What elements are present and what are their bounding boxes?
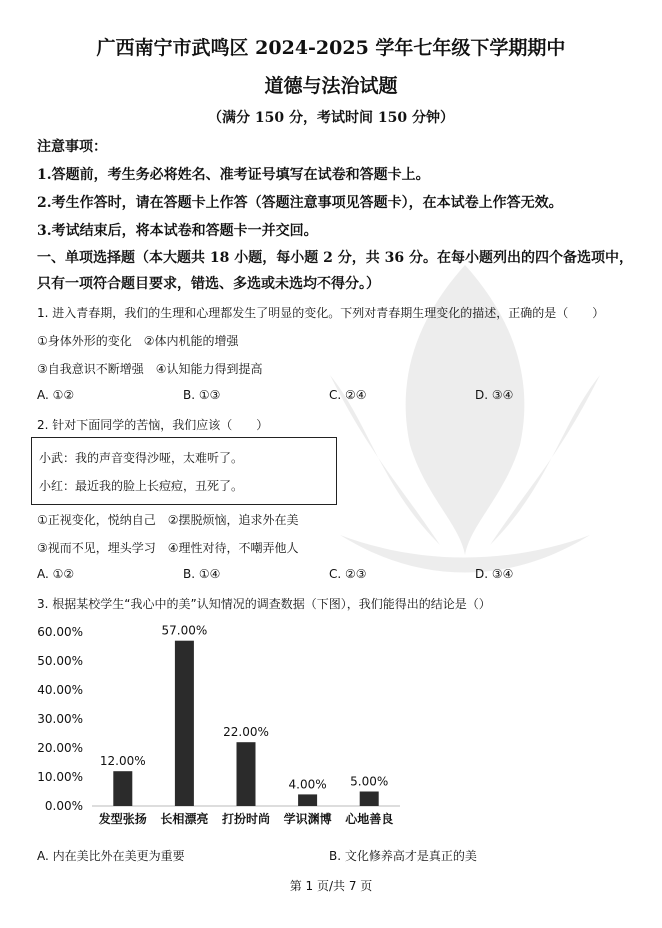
- q2-option-d: D. ③④: [475, 567, 514, 581]
- q1-stem: 1. 进入青春期，我们的生理和心理都发生了明显的变化。下列对青春期生理变化的描述，正确的是（ ）: [37, 306, 605, 320]
- bar-value-label: 5.00%: [350, 774, 389, 789]
- y-tick-label: 40.00%: [37, 683, 83, 697]
- chart-bar: [175, 641, 194, 806]
- q1-statements-2: ③自我意识不断增强 ④认知能力得到提高: [37, 362, 263, 376]
- q2-box-line-2: 小红：最近我的脸上长痘痘，丑死了。: [39, 479, 244, 493]
- q3-bar-chart: [0, 615, 420, 837]
- chart-bar: [298, 794, 317, 806]
- x-tick-label: 学识渊博: [283, 812, 332, 826]
- page-number: 第 1 页/共 7 页: [289, 879, 373, 893]
- x-tick-label: 长相漂亮: [160, 812, 209, 826]
- q1-option-b: B. ①③: [183, 388, 221, 402]
- y-tick-label: 10.00%: [37, 770, 83, 784]
- q2-option-c: C. ②③: [329, 567, 367, 581]
- y-tick-label: 30.00%: [37, 712, 83, 726]
- q1-option-d: D. ③④: [475, 388, 514, 402]
- note-item-3: 3.考试结束后，将本试卷和答题卡一并交回。: [37, 223, 318, 239]
- y-tick-label: 60.00%: [37, 625, 83, 639]
- chart-bar: [237, 742, 256, 806]
- q2-statements-1: ①正视变化，悦纳自己 ②摆脱烦恼，追求外在美: [37, 513, 299, 527]
- y-tick-label: 20.00%: [37, 741, 83, 755]
- q2-option-b: B. ①④: [183, 567, 221, 581]
- note-item-2: 2.考生作答时，请在答题卡上作答（答题注意事项见答题卡），在本试卷上作答无效。: [37, 195, 563, 211]
- q1-statements-1: ①身体外形的变化 ②体内机能的增强: [37, 334, 239, 348]
- chart-bar: [113, 771, 132, 806]
- bar-value-label: 57.00%: [161, 623, 208, 638]
- q1-option-c: C. ②④: [329, 388, 367, 402]
- bar-value-label: 22.00%: [223, 725, 269, 740]
- q3-option-a: A. 内在美比外在美更为重要: [37, 849, 185, 863]
- q2-box-line-1: 小武：我的声音变得沙哑，太难听了。: [39, 451, 244, 465]
- bar-value-label: 12.00%: [99, 754, 146, 769]
- x-tick-label: 发型张扬: [98, 812, 147, 826]
- x-tick-label: 打扮时尚: [221, 812, 271, 826]
- section-heading-line2: 只有一项符合题目要求，错选、多选或未选均不得分。）: [37, 276, 380, 292]
- x-tick-label: 心地善良: [345, 812, 394, 826]
- bar-value-label: 4.00%: [288, 777, 327, 792]
- y-tick-label: 0.00%: [44, 799, 83, 813]
- q3-option-b: B. 文化修养高才是真正的美: [329, 849, 477, 863]
- q2-dialogue-box: [31, 437, 337, 505]
- chart-bar: [360, 792, 379, 807]
- document-title-line1: 广西南宁市武鸣区 2024-2025 学年七年级下学期期中: [96, 37, 566, 59]
- q2-option-a: A. ①②: [37, 567, 75, 581]
- document-subtitle: （满分 150 分，考试时间 150 分钟）: [208, 110, 454, 126]
- q3-stem: 3. 根据某校学生“我心中的美”认知情况的调查数据（下图），我们能得出的结论是（）: [37, 597, 491, 611]
- q1-option-a: A. ①②: [37, 388, 75, 402]
- section-heading-line1: 一、单项选择题（本大题共 18 小题，每小题 2 分，共 36 分。在每小题列出的四个备选项中，: [37, 250, 633, 266]
- note-item-1: 1.答题前，考生务必将姓名、准考证号填写在试卷和答题卡上。: [37, 167, 430, 183]
- q2-stem: 2. 针对下面同学的苦恼，我们应该（ ）: [37, 418, 269, 432]
- q2-statements-2: ③视而不见，埋头学习 ④理性对待，不嘲弄他人: [37, 541, 299, 555]
- y-tick-label: 50.00%: [37, 654, 83, 668]
- document-title-line2: 道德与法治试题: [264, 75, 398, 97]
- notes-heading: 注意事项：: [37, 139, 107, 155]
